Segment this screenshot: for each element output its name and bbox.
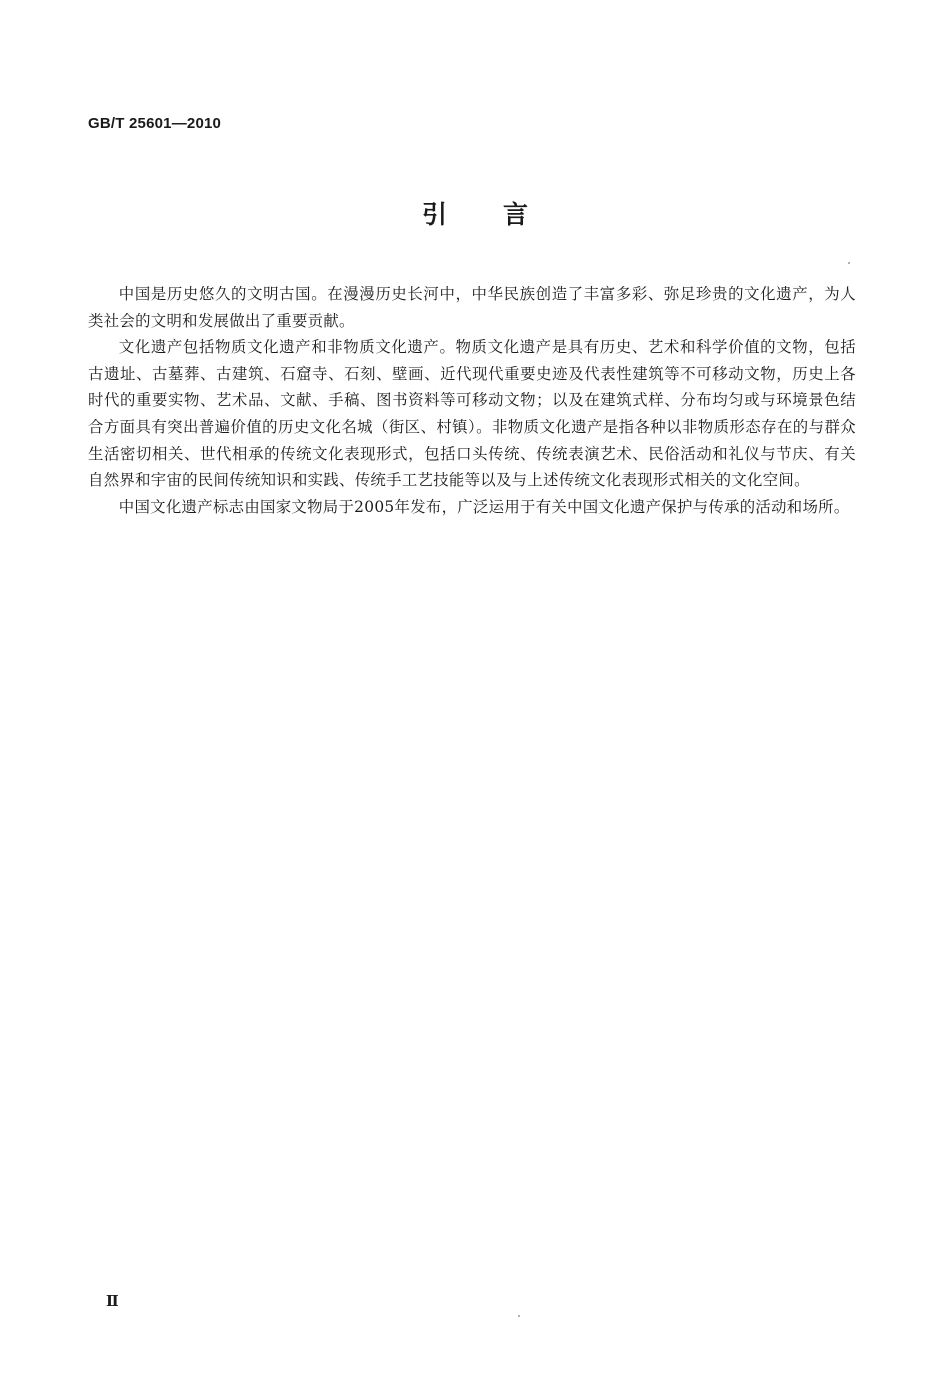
- scan-speck: [518, 1315, 520, 1317]
- page-title: [0, 198, 950, 232]
- paragraph-1: 中国是历史悠久的文明古国。在漫漫历史长河中，中华民族创造了丰富多彩、弥足珍贵的文化遗产，为人类社会的文明和发展做出了重要贡献。: [88, 285, 856, 330]
- body-text: [88, 281, 856, 520]
- page-number: Ⅱ: [106, 1292, 119, 1310]
- paragraph-2: 文化遗产包括物质文化遗产和非物质文化遗产。物质文化遗产是具有历史、艺术和科学价值的文物，包括古遗址、古墓葬、古建筑、石窟寺、石刻、壁画、近代现代重要史迹及代表性建筑等不可移动文物，历史上各时代的重要实物、艺术品、文献、手稿、图书资料等可移动文物；以及在建筑式样、分布均匀或与环境景色结合方面具有突出普遍价值的历史文化名城（街区、村镇）。非物质文化遗产是指各种以非物质形态存在的与群众生活密切相关、世代相承的传统文化表现形式，包括口头传统、传统表演艺术、民俗活动和礼仪与节庆、有关自然界和宇宙的民间传统知识和实践、传统手工艺技能等以及与上述传统文化表现形式相关的文化空间。: [88, 338, 856, 490]
- title-char-1: 引: [421, 200, 447, 229]
- standard-code: GB/T 25601—2010: [88, 115, 222, 132]
- scan-speck: [848, 262, 850, 264]
- paragraph-3: 中国文化遗产标志由国家文物局于2005年发布，广泛运用于有关中国文化遗产保护与传承的活动和场所。: [118, 497, 850, 516]
- title-char-2: 言: [503, 200, 529, 229]
